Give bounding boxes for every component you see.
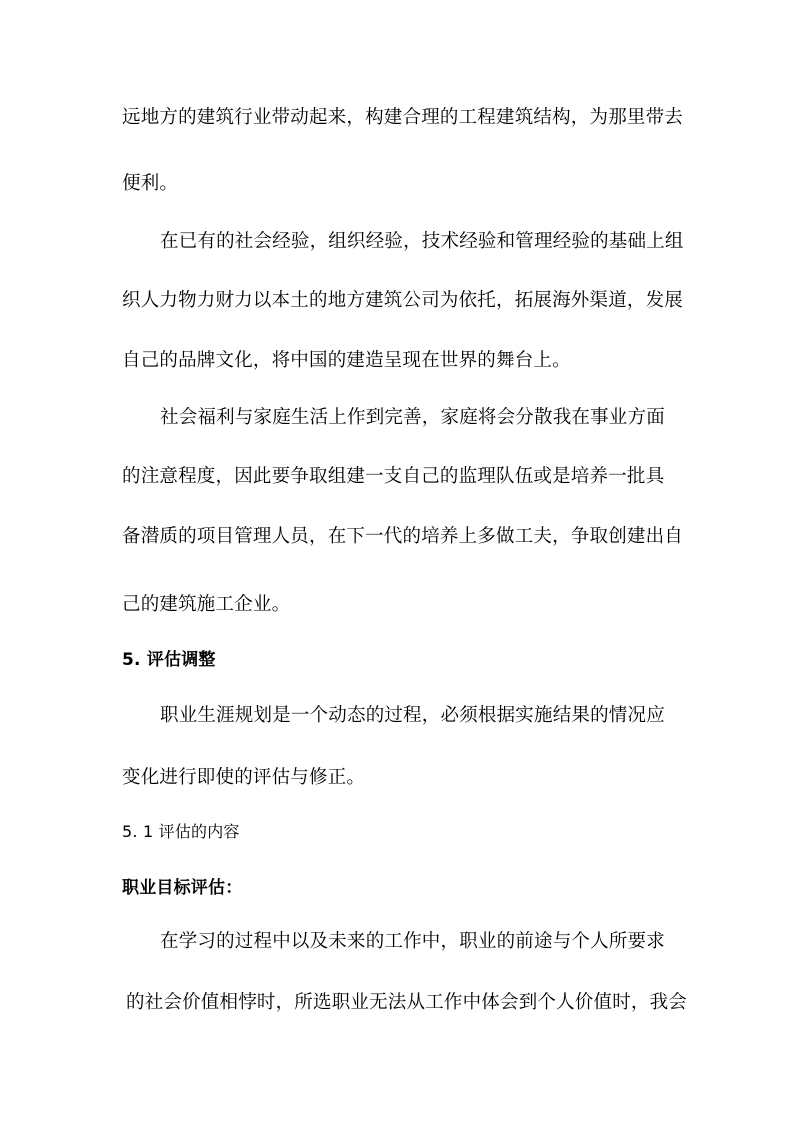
paragraph-line: 的注意程度，因此要争取组建一支自己的监理队伍或是培养一批具 xyxy=(122,466,665,487)
paragraph-line: 备潜质的项目管理人员，在下一代的培养上多做工夫，争取创建出自 xyxy=(122,526,684,547)
paragraph-line: 职业生涯规划是一个动态的过程，必须根据实施结果的情况应 xyxy=(160,705,665,726)
paragraph-line: 的社会价值相悖时，所选职业无法从工作中体会到个人价值时，我会 xyxy=(126,992,688,1013)
paragraph-line: 自己的品牌文化，将中国的建造呈现在世界的舞台上。 xyxy=(122,350,571,371)
subsection-heading: 5. 1 评估的内容 xyxy=(122,822,240,841)
paragraph-line: 社会福利与家庭生活上作到完善，家庭将会分散我在事业方面 xyxy=(160,407,665,428)
paragraph-line: 在学习的过程中以及未来的工作中，职业的前途与个人所要求 xyxy=(160,931,665,952)
paragraph-line: 在已有的社会经验，组织经验，技术经验和管理经验的基础上组 xyxy=(160,231,684,252)
paragraph-line: 己的建筑施工企业。 xyxy=(122,594,291,615)
paragraph-line: 便利。 xyxy=(122,173,179,194)
paragraph-line: 织人力物力财力以本土的地方建筑公司为依托，拓展海外渠道，发展 xyxy=(122,290,684,311)
section-heading: 5. 评估调整 xyxy=(122,650,216,670)
bold-label: 职业目标评估： xyxy=(122,878,243,898)
paragraph-line: 变化进行即使的评估与修正。 xyxy=(122,767,366,788)
paragraph-line: 远地方的建筑行业带动起来，构建合理的工程建筑结构，为那里带去 xyxy=(122,107,684,128)
